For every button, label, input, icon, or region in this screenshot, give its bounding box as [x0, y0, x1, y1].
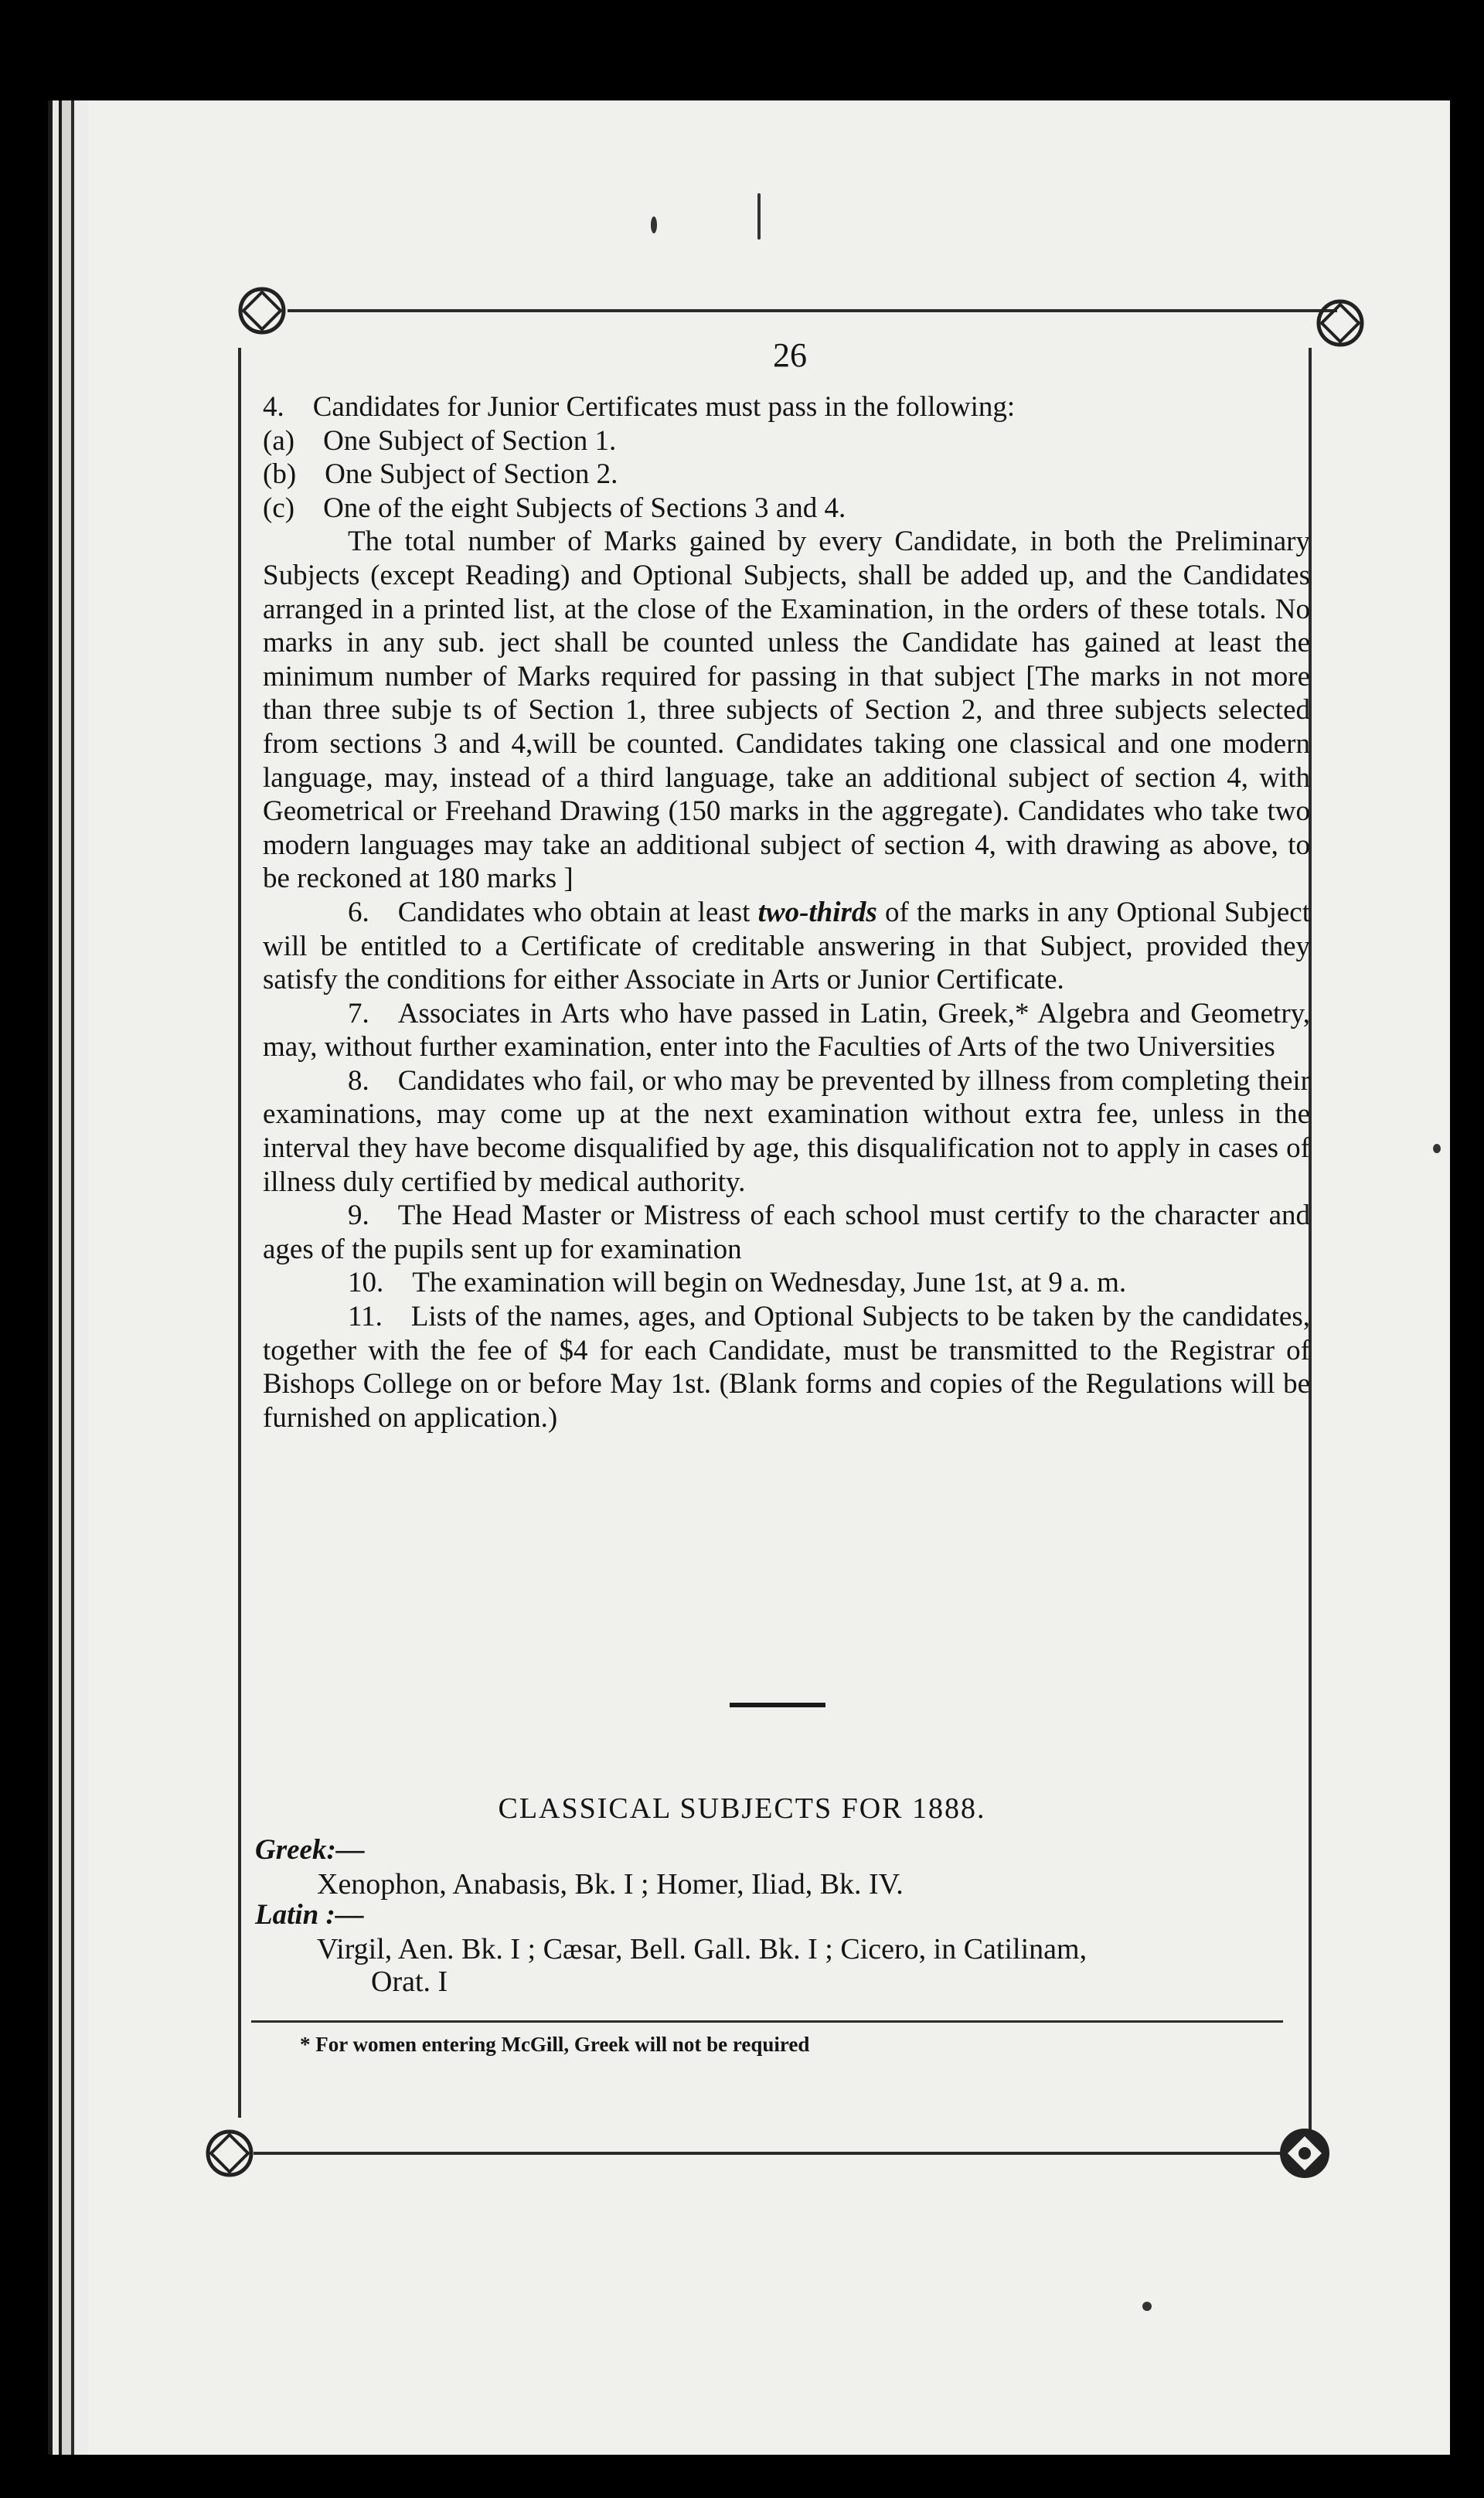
- scan-speck: [1433, 1144, 1441, 1153]
- rule-6-paragraph: [263, 896, 1310, 997]
- greek-works: Xenophon, Anabasis, Bk. I ; Homer, Iliad, Bk. IV.: [317, 1868, 904, 1901]
- scan-speck: [757, 193, 761, 240]
- rule-11-paragraph: 11. Lists of the names, ages, and Optional Subjects to be taken by the candidates, together with the fee of $4 for each Candidate, must be transmitted to the Registrar of Bishops College on or before May 1st. (Blank forms and copies of the Regulations will be furnished on application.): [263, 1301, 1310, 1434]
- corner-ornament-icon: [203, 2127, 256, 2180]
- section-divider: [730, 1703, 825, 1707]
- rule-7-paragraph: 7. Associates in Arts who have passed in Latin, Greek,* Algebra and Geometry, may, without further examination, enter into the Faculties of Arts of the two Universities: [263, 997, 1310, 1064]
- rule-10-paragraph: 10. The examination will begin on Wednesday, June 1st, at 9 a. m.: [348, 1267, 1127, 1299]
- scan-speck: [1142, 2302, 1152, 2311]
- latin-label: Latin :—: [255, 1899, 364, 1931]
- rule-8-paragraph: 8. Candidates who fail, or who may be prevented by illness from completing their examinations, may come up at the next examination without extra fee, unless in the interval they have become disqualified by age, this disqualification not to apply in cases of illness duly certified by medical authority.: [263, 1064, 1310, 1198]
- frame-left-rule: [238, 348, 241, 2118]
- regulations-text: [263, 390, 1310, 1434]
- page-number: 26: [773, 336, 807, 374]
- footnote: * For women entering McGill, Greek will not be required: [300, 2033, 810, 2056]
- latin-works-line-2: Orat. I: [371, 1965, 448, 1998]
- rule-6-text-start: 6. Candidates who obtain at least: [348, 896, 758, 928]
- greek-label: Greek:—: [255, 1834, 365, 1866]
- book-binding-edge: [48, 100, 88, 2455]
- classical-subjects-heading: CLASSICAL SUBJECTS FOR 1888.: [498, 1792, 986, 1825]
- footnote-rule: [251, 2020, 1283, 2023]
- frame-bottom-rule: [254, 2152, 1289, 2155]
- corner-ornament-icon: [236, 284, 288, 337]
- scan-speck: [651, 216, 657, 233]
- rule-5-paragraph: The total number of Marks gained by every Candidate, in both the Preliminary Subjects (except Reading) and Optional Subjects, shall be added up, and the Candidates arranged in a printed list, at the close of the Examination, in the orders of these totals. No marks in any sub. ject shall be counted unless the Candidate has gained at least the minimum number of Marks required for passing in that subject [The marks in not more than three subje ts of Section 1, three subjects of Section 2, and three subjects selected from sections 3 and 4,will be counted. Candidates taking one classical and one modern language, may, instead of a third language, take an additional subject of section 4, with Geometrical or Freehand Drawing (150 marks in the aggregate). Candidates who take two modern languages may take an additional subject of section 4, with drawing as above, to be reckoned at 180 marks ]: [263, 526, 1310, 895]
- rule-6-text-end: of the marks in any Optional Subject will be entitled to a Certificate of creditable answering in that Subject, provided they satisfy the conditions for either Associate in Arts or Junior Certificate.: [263, 896, 1310, 996]
- rule-4-option-a: (a) One Subject of Section 1.: [263, 424, 617, 457]
- corner-ornament-icon: [1314, 297, 1367, 349]
- corner-ornament-icon: [1278, 2127, 1331, 2180]
- rule-4-option-b: (b) One Subject of Section 2.: [263, 458, 618, 491]
- frame-top-rule: [288, 309, 1337, 312]
- rule-4-intro: 4. Candidates for Junior Certificates must pass in the following:: [263, 391, 1016, 423]
- rule-9-paragraph: 9. The Head Master or Mistress of each school must certify to the character and ages of the pupils sent up for examination: [263, 1200, 1310, 1265]
- rule-4-option-c: (c) One of the eight Subjects of Sections 3 and 4.: [263, 492, 846, 524]
- latin-works-line-1: Virgil, Aen. Bk. I ; Cæsar, Bell. Gall. Bk. I ; Cicero, in Catilinam,: [317, 1933, 1087, 1965]
- rule-6-emphasis: two-thirds: [757, 896, 877, 928]
